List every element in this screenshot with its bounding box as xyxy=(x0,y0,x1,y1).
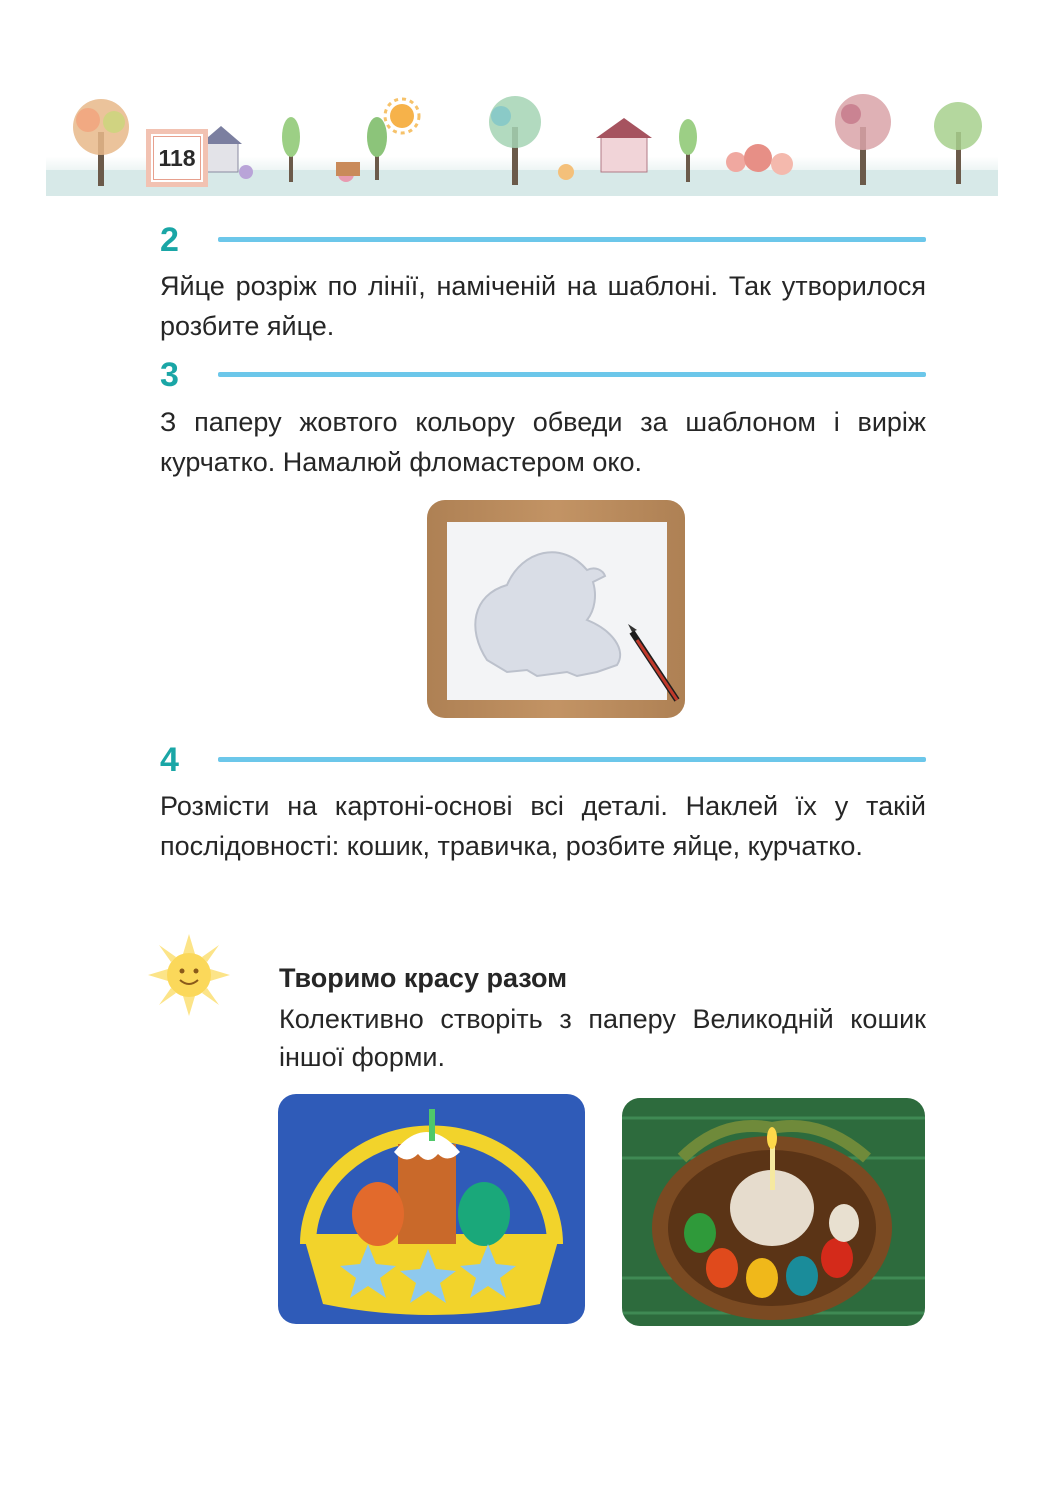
sun-icon xyxy=(146,932,232,1018)
step-number: 4 xyxy=(160,741,179,779)
chick-template-photo xyxy=(427,500,685,718)
step-4-header xyxy=(160,740,926,780)
divider xyxy=(218,237,926,242)
step-3-header xyxy=(160,355,926,395)
paper-basket-photo xyxy=(278,1094,585,1324)
easter-basket-photo xyxy=(622,1098,925,1326)
step-2-text: Яйце розріж по лінії, наміченій на шаблоні. Так утворилося розбите яйце. xyxy=(160,271,926,341)
step-4-text: Розмісти на картоні-основі всі деталі. Наклей їх у такій послідовності: кошик, травичка, розбите яйце, курчатко. xyxy=(160,791,926,861)
step-number: 3 xyxy=(160,356,179,394)
task-text: Колективно створіть з паперу Великодній кошик іншої форми. xyxy=(279,1004,926,1072)
step-2-header xyxy=(160,220,926,260)
house-icon xyxy=(596,118,652,172)
task-title: Творимо красу разом xyxy=(279,963,568,993)
page-number: 118 xyxy=(146,129,208,187)
step-3-text: З паперу жовтого кольору обведи за шаблоном і виріж курчатко. Намалюй фломастером око. xyxy=(160,407,926,477)
divider xyxy=(218,757,926,762)
step-number: 2 xyxy=(160,221,179,259)
sun-icon xyxy=(385,99,419,133)
divider xyxy=(218,372,926,377)
